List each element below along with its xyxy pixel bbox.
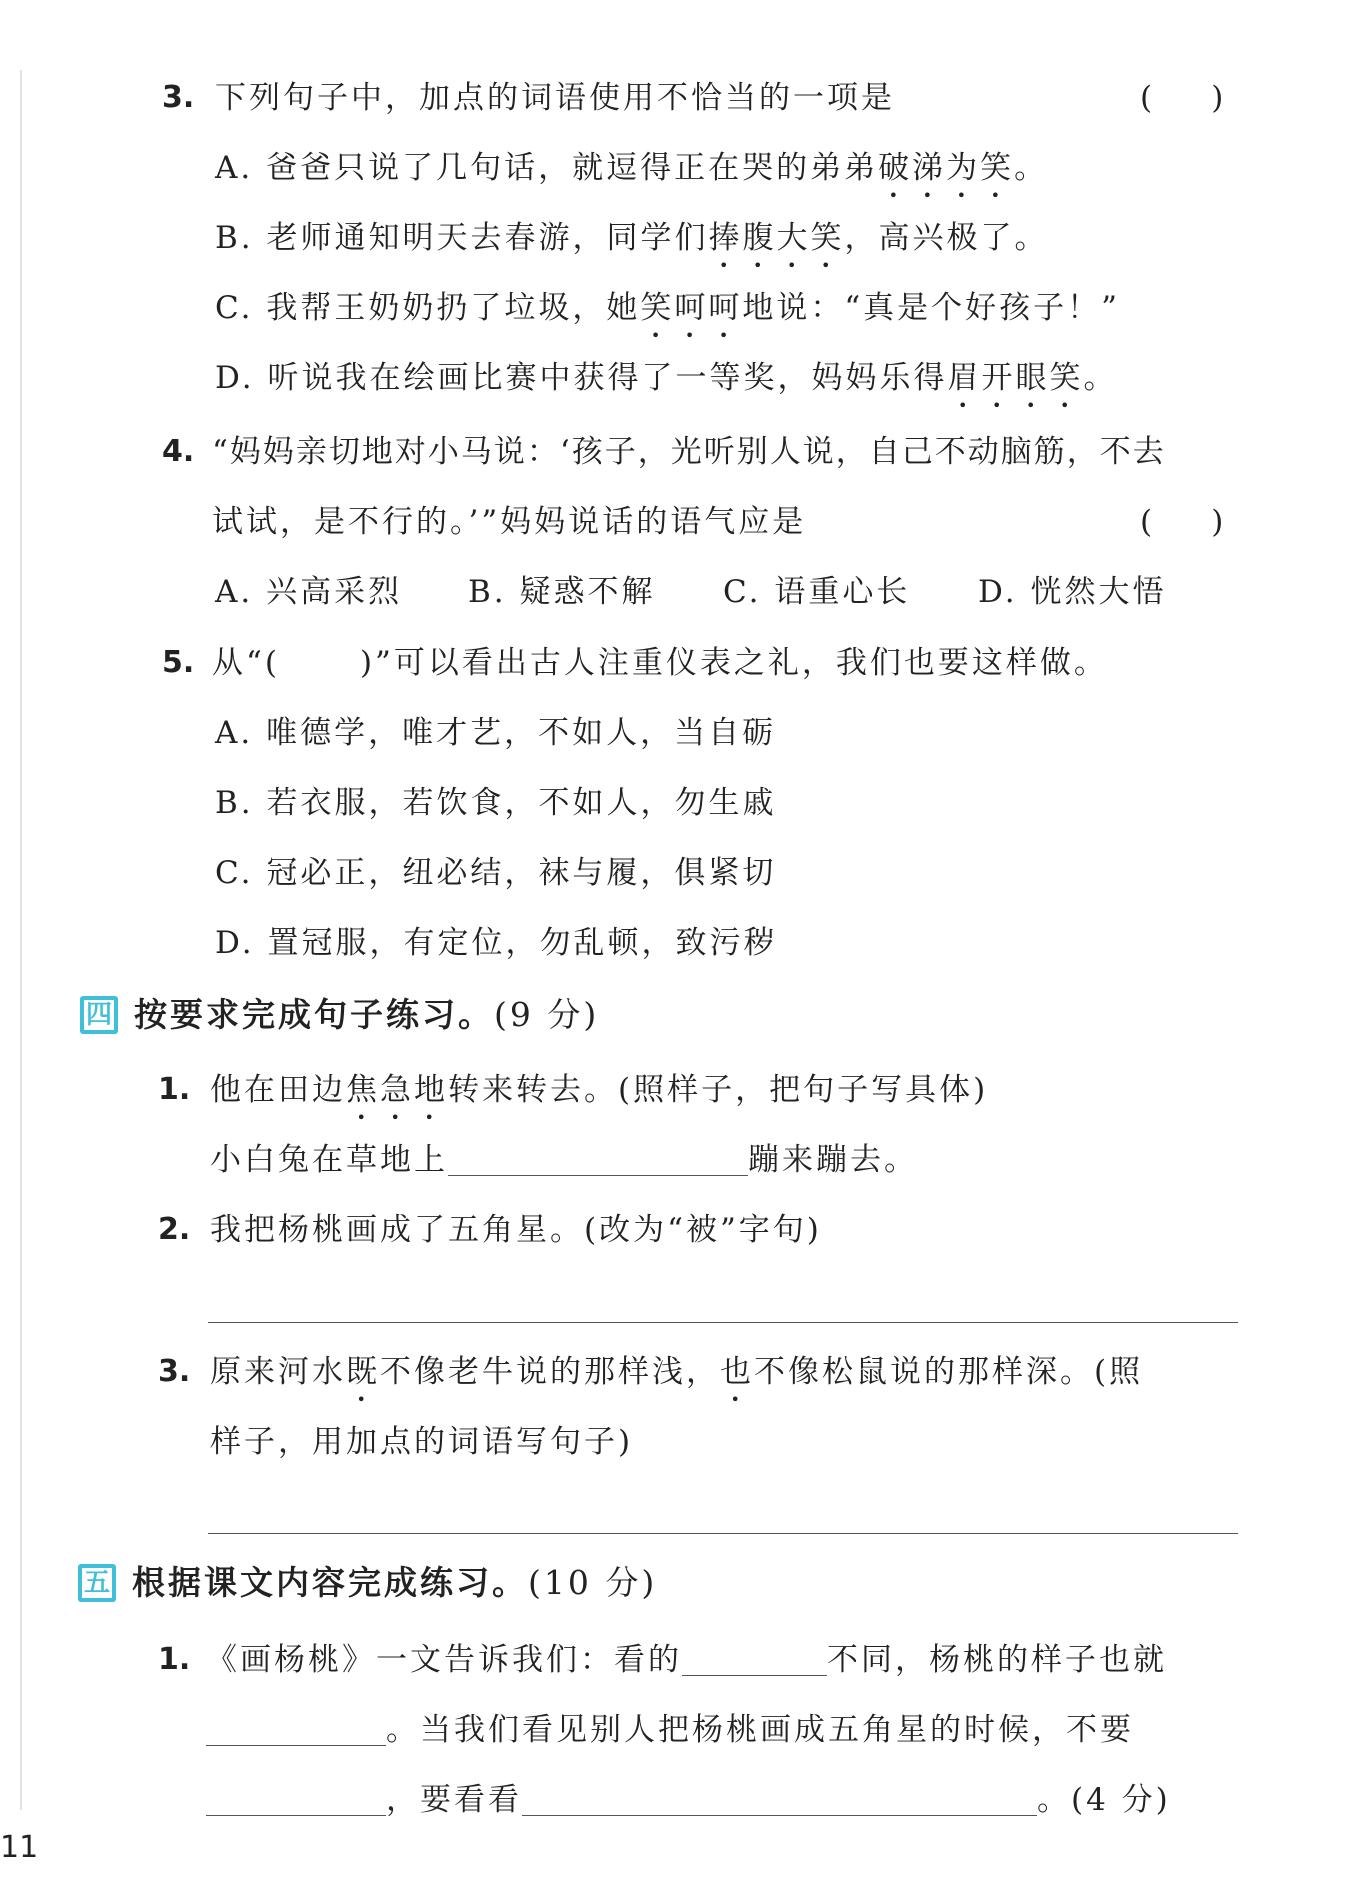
stem-text: 《画杨桃》一文告诉我们：看的 bbox=[206, 1642, 682, 1678]
option-text: 若衣服，若饮食，不如人，勿生戚 bbox=[266, 785, 777, 821]
section-score: (10 分) bbox=[528, 1563, 658, 1602]
page-edge bbox=[20, 70, 22, 1810]
option-text: 语重心长 bbox=[774, 574, 911, 610]
option-a bbox=[215, 713, 776, 753]
question-stem: 试试，是不行的。’”妈妈说话的语气应是 bbox=[212, 504, 807, 540]
stem-text: 转来转去。(照样子，把句子写具体) bbox=[448, 1072, 989, 1108]
section-number: 四 bbox=[85, 1000, 112, 1030]
question-number: 3. bbox=[158, 1354, 191, 1389]
stem-text: 不像松鼠说的那样深。(照 bbox=[754, 1354, 1144, 1390]
option-text: 听说我在绘画比赛中获得了一等奖，妈妈乐得 bbox=[267, 360, 948, 396]
question-number: 4. bbox=[162, 434, 195, 469]
option-text: 。 bbox=[1014, 150, 1049, 186]
option-d bbox=[215, 358, 1117, 415]
fill-sentence bbox=[210, 1140, 918, 1180]
fill-text: 小白兔在草地上 bbox=[210, 1142, 448, 1178]
option-c bbox=[723, 572, 910, 612]
dotted-word: 眉开眼笑 bbox=[947, 360, 1084, 396]
stem-text: 不同，杨桃的样子也就 bbox=[827, 1642, 1167, 1678]
option-text: 地说：“真是个好孩子！” bbox=[742, 290, 1121, 326]
question-stem: 下列句子中，加点的词语使用不恰当的一项是 bbox=[215, 80, 895, 116]
option-text: 置冠服，有定位，勿乱顿，致污秽 bbox=[267, 925, 778, 961]
stem-text: 。(4 分) bbox=[1037, 1782, 1171, 1818]
option-label: A. bbox=[215, 574, 254, 610]
question-stem bbox=[206, 1710, 1134, 1750]
answer-line[interactable] bbox=[208, 1322, 1238, 1323]
stem-text: 他在田边 bbox=[210, 1072, 346, 1108]
section-score: (9 分) bbox=[494, 995, 600, 1034]
question-number: 1. bbox=[158, 1642, 191, 1677]
option-b bbox=[215, 218, 1049, 275]
section-title bbox=[132, 1561, 657, 1605]
option-label: B. bbox=[215, 785, 254, 821]
option-text: ，高兴极了。 bbox=[844, 220, 1049, 256]
question-number: 2. bbox=[158, 1212, 191, 1247]
option-label: C. bbox=[723, 574, 762, 610]
option-text: 。 bbox=[1083, 360, 1118, 396]
option-c bbox=[215, 853, 776, 893]
stem-text: ，要看看 bbox=[386, 1782, 522, 1818]
option-a bbox=[215, 148, 1048, 205]
option-label: C. bbox=[215, 855, 254, 891]
section-number: 五 bbox=[83, 1568, 110, 1598]
option-text: 冠必正，纽必结，袜与履，俱紧切 bbox=[266, 855, 777, 891]
answer-blank[interactable] bbox=[682, 1643, 827, 1676]
answer-blank[interactable] bbox=[448, 1143, 748, 1176]
stem-text: 从“( bbox=[212, 645, 280, 681]
section-title-text: 根据课文内容完成练习。 bbox=[132, 1563, 528, 1602]
option-text: 老师通知明天去春游，同学们 bbox=[266, 220, 709, 256]
section-badge bbox=[80, 996, 118, 1034]
section-badge bbox=[78, 1564, 116, 1602]
question-stem bbox=[206, 1780, 1171, 1820]
option-label: D. bbox=[215, 360, 255, 396]
answer-bracket[interactable]: ( ) bbox=[1140, 504, 1224, 540]
page-number: 11 bbox=[0, 1830, 39, 1865]
stem-text: )”可以看出古人注重仪表之礼，我们也要这样做。 bbox=[359, 645, 1108, 681]
question-stem bbox=[210, 1352, 1143, 1409]
option-label: B. bbox=[468, 574, 507, 610]
question-number: 3. bbox=[162, 80, 195, 115]
option-label: D. bbox=[978, 574, 1018, 610]
dotted-word: 笑呵呵 bbox=[640, 290, 743, 326]
question-number: 1. bbox=[158, 1072, 191, 1107]
dotted-word: 既 bbox=[346, 1354, 380, 1390]
option-text: 爸爸只说了几句话，就逗得正在哭的弟弟 bbox=[266, 150, 879, 186]
dotted-word: 也 bbox=[720, 1354, 754, 1390]
dotted-word: 捧腹大笑 bbox=[708, 220, 845, 256]
option-c bbox=[215, 288, 1120, 345]
answer-line[interactable] bbox=[208, 1533, 1238, 1534]
dotted-word: 破涕为笑 bbox=[878, 150, 1015, 186]
question-number: 5. bbox=[162, 645, 195, 680]
option-text: 唯德学，唯才艺，不如人，当自砺 bbox=[266, 715, 777, 751]
option-label: D. bbox=[215, 925, 255, 961]
option-label: A. bbox=[215, 150, 254, 186]
question-stem bbox=[210, 1070, 988, 1127]
option-d bbox=[978, 572, 1166, 612]
dotted-word: 焦急地 bbox=[346, 1072, 448, 1108]
option-text: 我帮王奶奶扔了垃圾，她 bbox=[266, 290, 641, 326]
option-text: 兴高采烈 bbox=[266, 574, 403, 610]
answer-blank[interactable] bbox=[206, 1783, 386, 1816]
option-label: A. bbox=[215, 715, 254, 751]
question-stem: “妈妈亲切地对小马说：‘孩子，光听别人说，自己不动脑筋，不去 bbox=[212, 434, 1166, 470]
answer-blank[interactable] bbox=[206, 1713, 386, 1746]
option-text: 恍然大悟 bbox=[1030, 574, 1167, 610]
question-stem bbox=[206, 1640, 1167, 1680]
option-label: B. bbox=[215, 220, 254, 256]
option-a bbox=[215, 572, 402, 612]
option-label: C. bbox=[215, 290, 254, 326]
section-title bbox=[134, 993, 599, 1037]
question-stem: 样子，用加点的词语写句子) bbox=[210, 1424, 634, 1460]
question-stem bbox=[212, 643, 1108, 683]
answer-blank[interactable] bbox=[522, 1783, 1037, 1816]
question-stem: 我把杨桃画成了五角星。(改为“被”字句) bbox=[210, 1212, 822, 1248]
option-b bbox=[215, 783, 777, 823]
option-b bbox=[468, 572, 656, 612]
stem-text: 不像老牛说的那样浅， bbox=[380, 1354, 720, 1390]
fill-text: 蹦来蹦去。 bbox=[748, 1142, 918, 1178]
stem-text: 。当我们看见别人把杨桃画成五角星的时候，不要 bbox=[386, 1712, 1134, 1748]
answer-bracket[interactable]: ( ) bbox=[1140, 80, 1224, 116]
section-title-text: 按要求完成句子练习。 bbox=[134, 995, 494, 1034]
stem-text: 原来河水 bbox=[210, 1354, 346, 1390]
option-d bbox=[215, 923, 777, 963]
option-text: 疑惑不解 bbox=[519, 574, 656, 610]
